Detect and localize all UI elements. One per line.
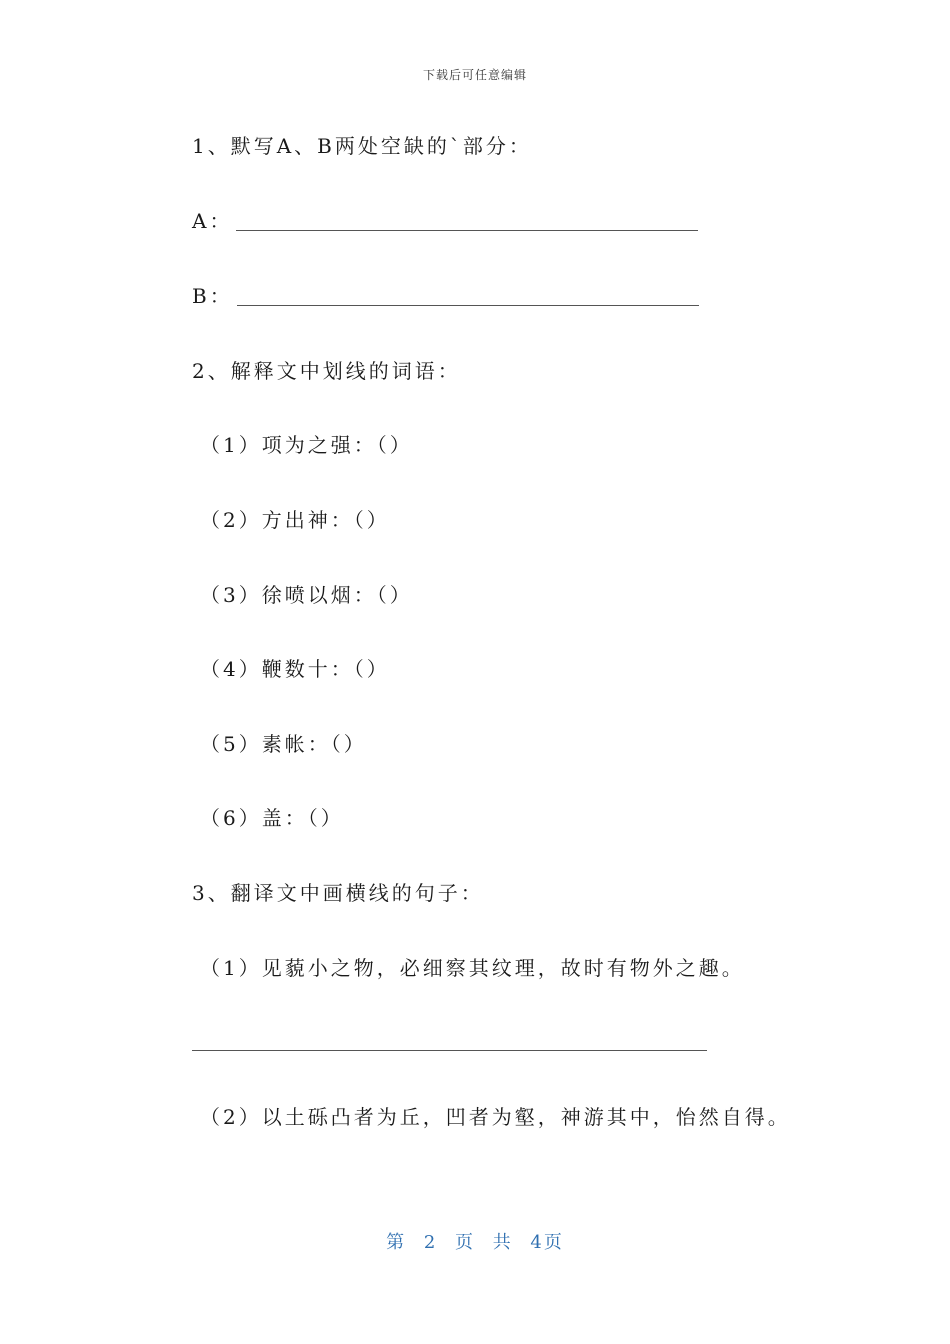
q3-item-2: （2）以土砾凸者为丘，凹者为壑，神游其中，怡然自得。 (200, 1105, 791, 1129)
question-3-prompt: 3、翻译文中画横线的句子： (192, 881, 484, 905)
page-header: 下载后可任意编辑 (422, 68, 527, 82)
answer-b-row (192, 286, 699, 306)
q3-item-1-answer-line[interactable] (192, 1050, 707, 1051)
q2-item-6: （6）盖：（） (200, 806, 344, 830)
answer-a-row (192, 211, 698, 231)
answer-b-label: B： (192, 284, 233, 308)
question-1-prompt: 1、默写A、B两处空缺的`部分： (192, 134, 532, 158)
page-number-footer: 第 2 页 共 4页 (386, 1232, 564, 1253)
q2-item-3: （3）徐喷以烟：（） (200, 583, 413, 607)
q2-item-5: （5）素帐：（） (200, 732, 367, 756)
answer-a-label: A： (192, 209, 233, 233)
q3-item-1: （1）见藐小之物，必细察其纹理，故时有物外之趣。 (200, 956, 745, 980)
answer-b-blank[interactable] (237, 287, 699, 306)
q2-item-2: （2）方出神：（） (200, 508, 390, 532)
question-2-prompt: 2、解释文中划线的词语： (192, 359, 461, 383)
answer-a-blank[interactable] (236, 212, 698, 231)
q2-item-1: （1）项为之强：（） (200, 433, 413, 457)
q2-item-4: （4）鞭数十：（） (200, 657, 390, 681)
